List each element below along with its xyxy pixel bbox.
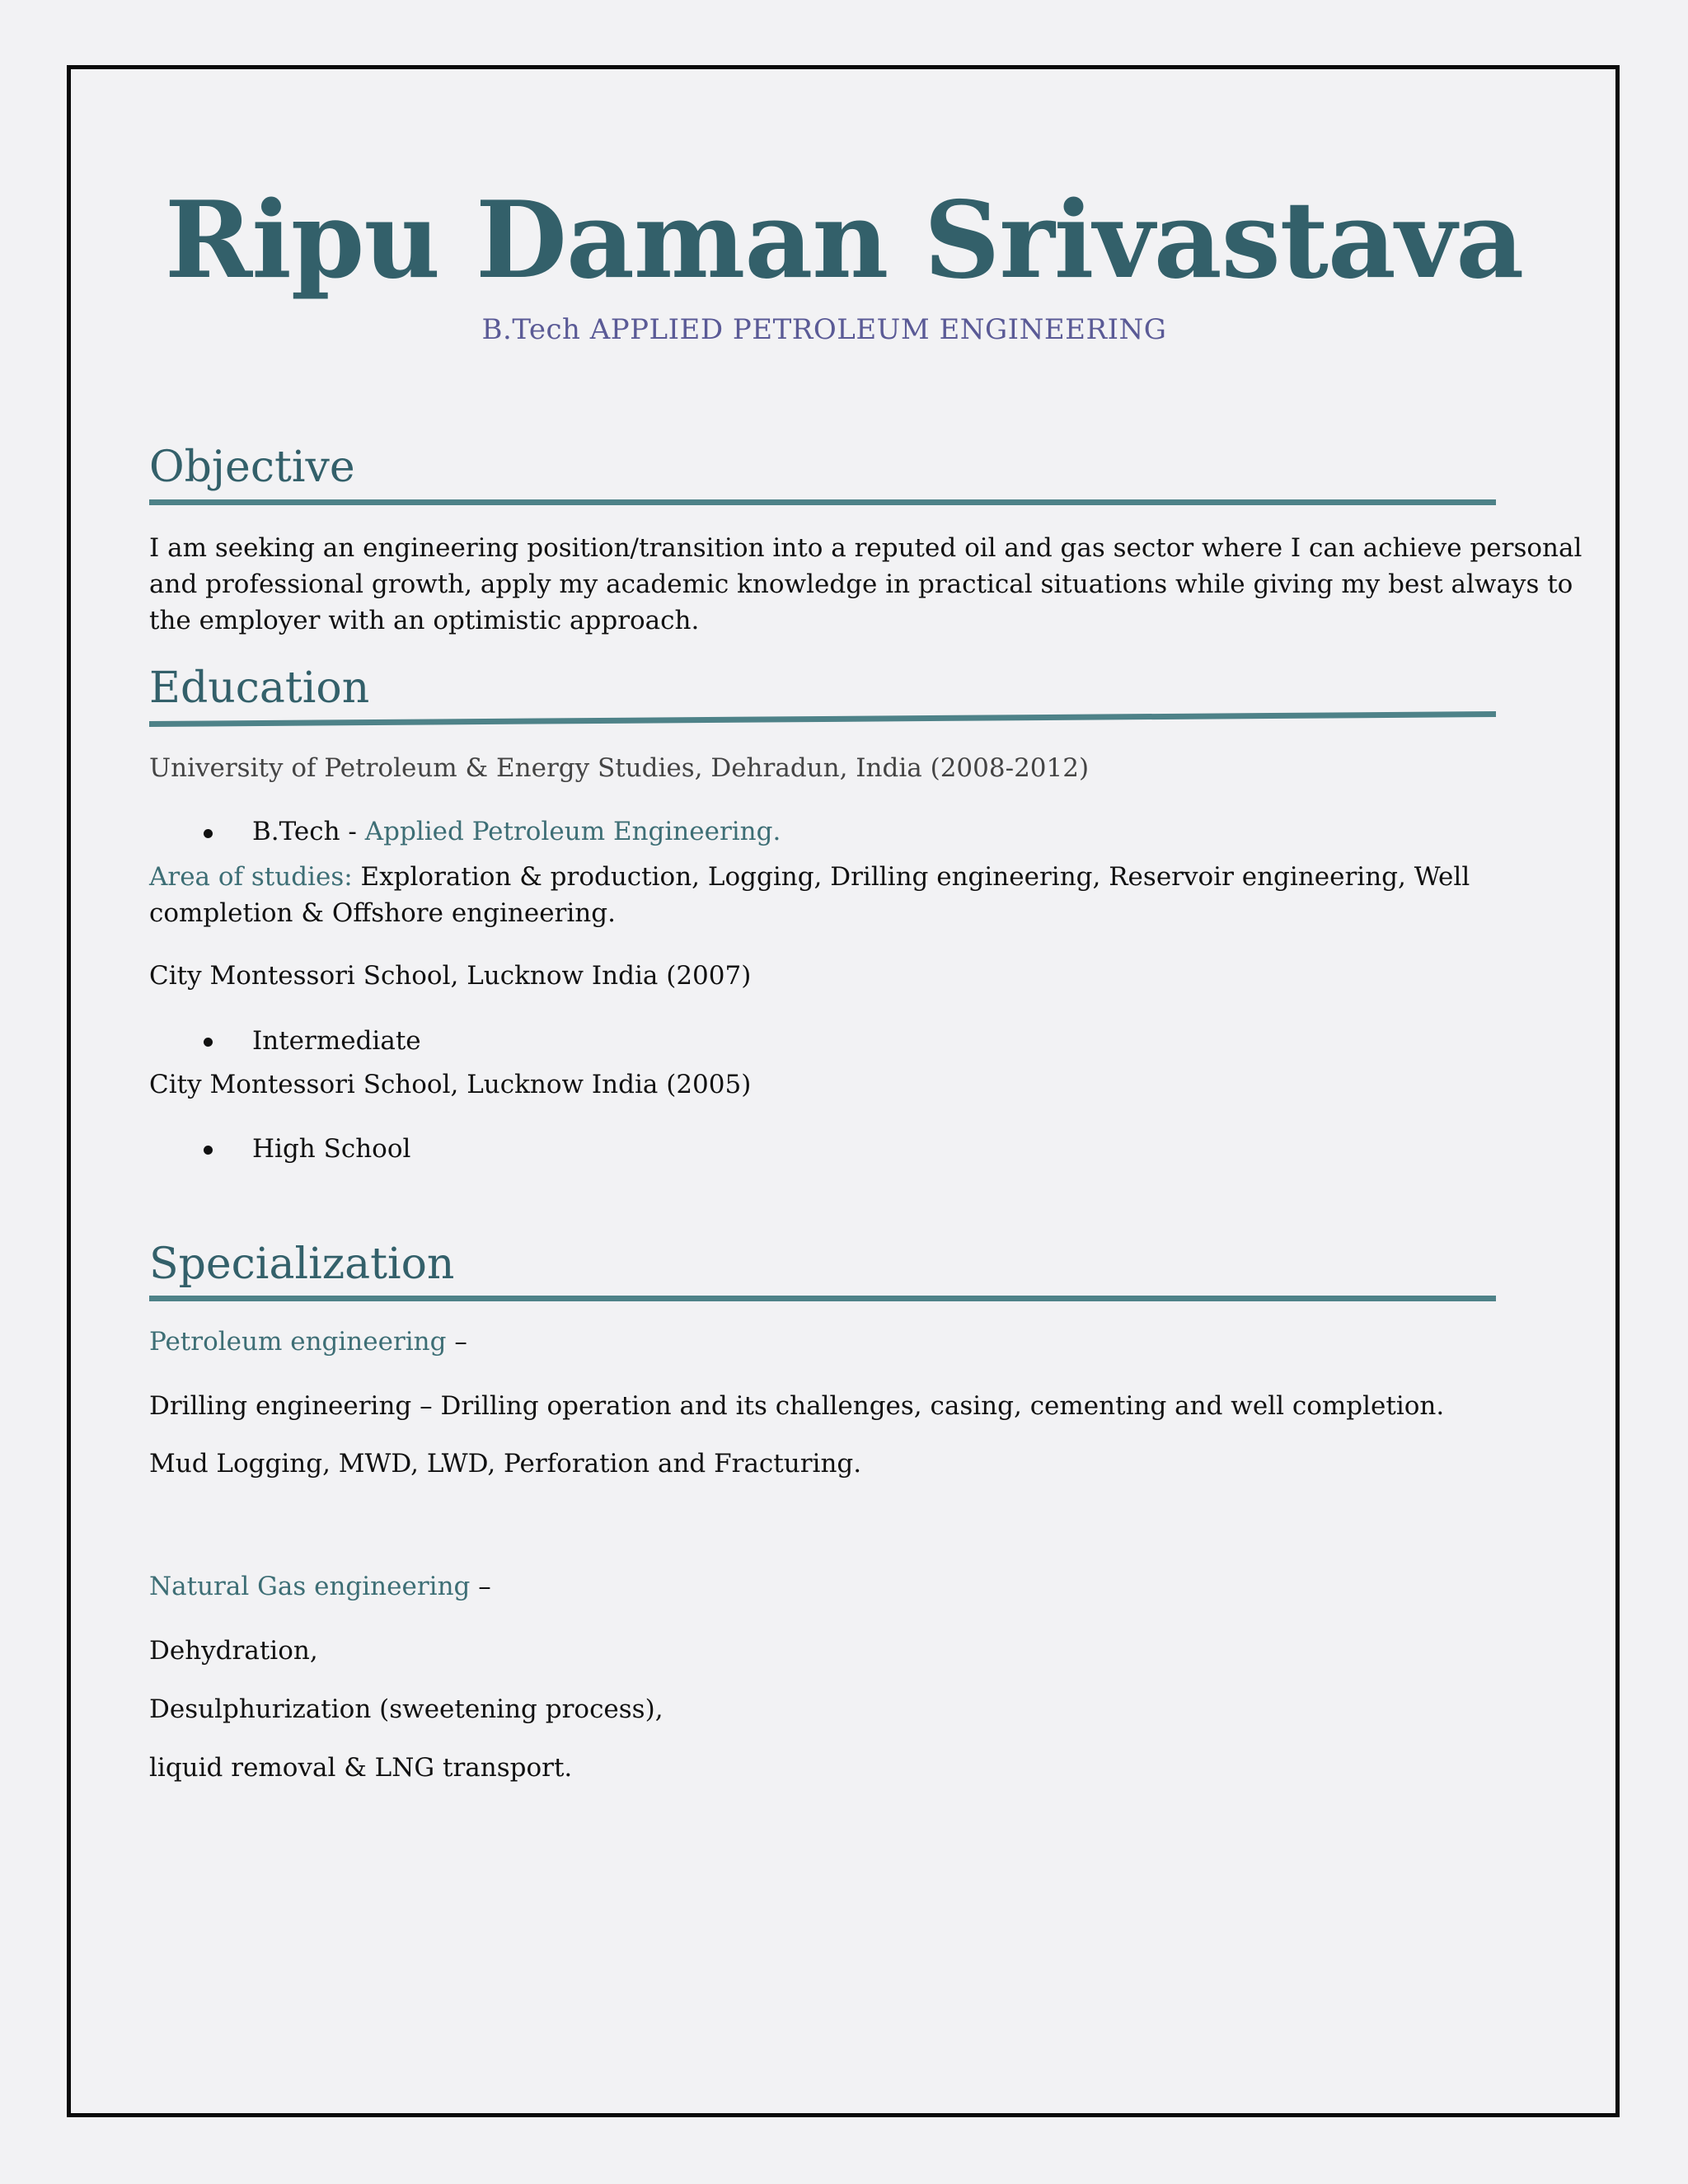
school-1-line: City Montessori School, Lucknow India (2007) xyxy=(149,961,752,991)
school-2-line: City Montessori School, Lucknow India (2005) xyxy=(149,1070,752,1099)
degree-name: Applied Petroleum Engineering. xyxy=(364,817,781,846)
drilling-line: Drilling engineering – Drilling operation and its challenges, casing, cementing and well completion. xyxy=(149,1391,1445,1421)
university-line: University of Petroleum & Energy Studies, Dehradun, India (2008-2012) xyxy=(149,753,1090,783)
degree-item xyxy=(252,819,781,845)
area-line-2: completion & Offshore engineering. xyxy=(149,898,616,928)
bullet-dot xyxy=(204,1146,213,1155)
gas-label: Natural Gas engineering xyxy=(149,1572,471,1601)
objective-text xyxy=(149,530,1582,639)
bullet-dot xyxy=(204,1038,213,1047)
education-heading: Education xyxy=(149,663,370,713)
education-rule xyxy=(149,707,1496,727)
area-of-studies xyxy=(149,859,1470,931)
logging-line: Mud Logging, MWD, LWD, Perforation and Fracturing. xyxy=(149,1449,862,1479)
specialization-heading: Specialization xyxy=(149,1240,455,1289)
school-2-level: High School xyxy=(252,1134,411,1164)
objective-line-1: I am seeking an engineering position/transition into a reputed oil and gas sector where I can achieve personal xyxy=(149,533,1582,563)
specialization-rule xyxy=(149,1296,1496,1301)
petroleum-dash: – xyxy=(446,1327,467,1357)
objective-line-2: and professional growth, apply my academic knowledge in practical situations while giving my best always to xyxy=(149,569,1573,599)
petroleum-engineering-label xyxy=(149,1324,467,1360)
natural-gas-label xyxy=(149,1568,491,1605)
objective-heading: Objective xyxy=(149,443,355,492)
objective-line-3: the employer with an optimistic approach. xyxy=(149,606,700,635)
gas-item: liquid removal & LNG transport. xyxy=(149,1753,573,1783)
candidate-subtitle: B.Tech APPLIED PETROLEUM ENGINEERING xyxy=(481,313,1167,346)
degree-prefix: B.Tech - xyxy=(252,817,365,846)
gas-dash: – xyxy=(470,1572,491,1601)
area-line-1: Exploration & production, Logging, Drilling engineering, Reservoir engineering, Well xyxy=(360,862,1470,892)
petroleum-label: Petroleum engineering xyxy=(149,1327,447,1357)
objective-rule xyxy=(149,499,1496,505)
gas-item: Dehydration, xyxy=(149,1636,318,1666)
school-1-level: Intermediate xyxy=(252,1026,421,1056)
candidate-name: Ripu Daman Srivastava xyxy=(164,179,1524,302)
gas-item: Desulphurization (sweetening process), xyxy=(149,1694,663,1724)
area-label: Area of studies: xyxy=(149,862,361,892)
bullet-dot xyxy=(204,829,213,838)
